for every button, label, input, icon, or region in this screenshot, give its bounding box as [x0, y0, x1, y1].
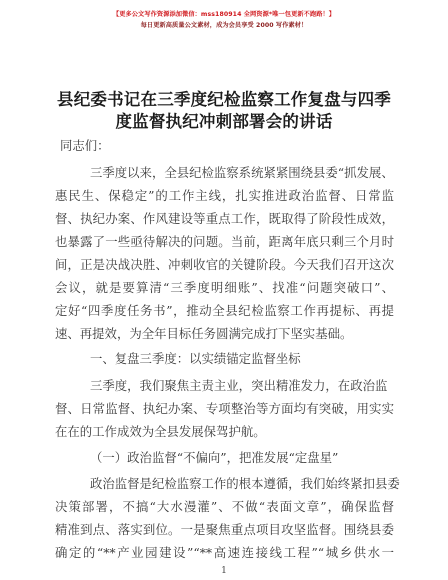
paragraph-1-line: 会议，就是要算清“三季度明细账”、找准“问题突破口”、 [55, 280, 394, 295]
paragraph-1-line: 三季度以来，全县纪检监察系统紧紧围绕县委“抓发展、 [90, 165, 394, 180]
paragraph-3-line: 精准到点、落实到位。一是聚焦重点项目攻坚监督。围绕县委 [55, 522, 394, 537]
paragraph-3-line: 决策部署，不搞“大水漫灌”、不做“表面文章”，确保监督 [55, 499, 394, 514]
salutation: 同志们： [60, 138, 110, 153]
paragraph-1-line: 速、再提效，为全年目标任务圆满完成打下坚实基础。 [55, 326, 353, 341]
paragraph-1-line: 定好“四季度任务书”，推动全县纪检监察工作再提标、再提 [55, 303, 394, 318]
paragraph-1-line: 惠民生、保稳定”的工作主线，扎实推进政治监督、日常监 [55, 188, 394, 203]
promo-banner-line-2: 每日更新高质量公文素材，成为会员享受 2000 写作素材！ [140, 22, 308, 29]
document-title-line-1: 县纪委书记在三季度纪检监察工作复盘与四季 [57, 90, 391, 109]
paragraph-1-line: 督、执纪办案、作风建设等重点工作，既取得了阶段性成效， [55, 211, 394, 226]
document-title-line-2: 度监督执纪冲刺部署会的讲话 [115, 112, 333, 131]
paragraph-1-line: 也暴露了一些亟待解决的问题。当前，距离年底只剩三个月时 [55, 234, 394, 249]
paragraph-3-line: 确定的“**产业园建设”“**高速连接线工程”“城乡供水一 [55, 545, 394, 560]
section-heading-1: 一、复盘三季度：以实绩锚定监督坐标 [90, 351, 301, 366]
paragraph-3-line: 政治监督是纪检监察工作的根本遵循，我们始终紧扣县委 [90, 476, 400, 491]
promo-banner-line-1: 【更多公文写作资源添加微信：mss180914 全网资源*唯一包更新不跑路！】 [112, 11, 336, 18]
page-number: 1 [221, 566, 227, 576]
paragraph-2-line: 三季度，我们聚焦主责主业，突出精准发力，在政治监 [90, 378, 388, 393]
paragraph-2-line: 在在的工作成效为全县发展保驾护航。 [55, 424, 266, 439]
subsection-heading-1: （一）政治监督“不偏向”，把准发展“定盘星” [90, 450, 339, 465]
paragraph-2-line: 督、日常监督、执纪办案、专项整治等方面均有突破，用实实 [55, 401, 394, 416]
paragraph-1-line: 间，正是决战决胜、冲刺收官的关键阶段。今天我们召开这次 [55, 257, 394, 272]
